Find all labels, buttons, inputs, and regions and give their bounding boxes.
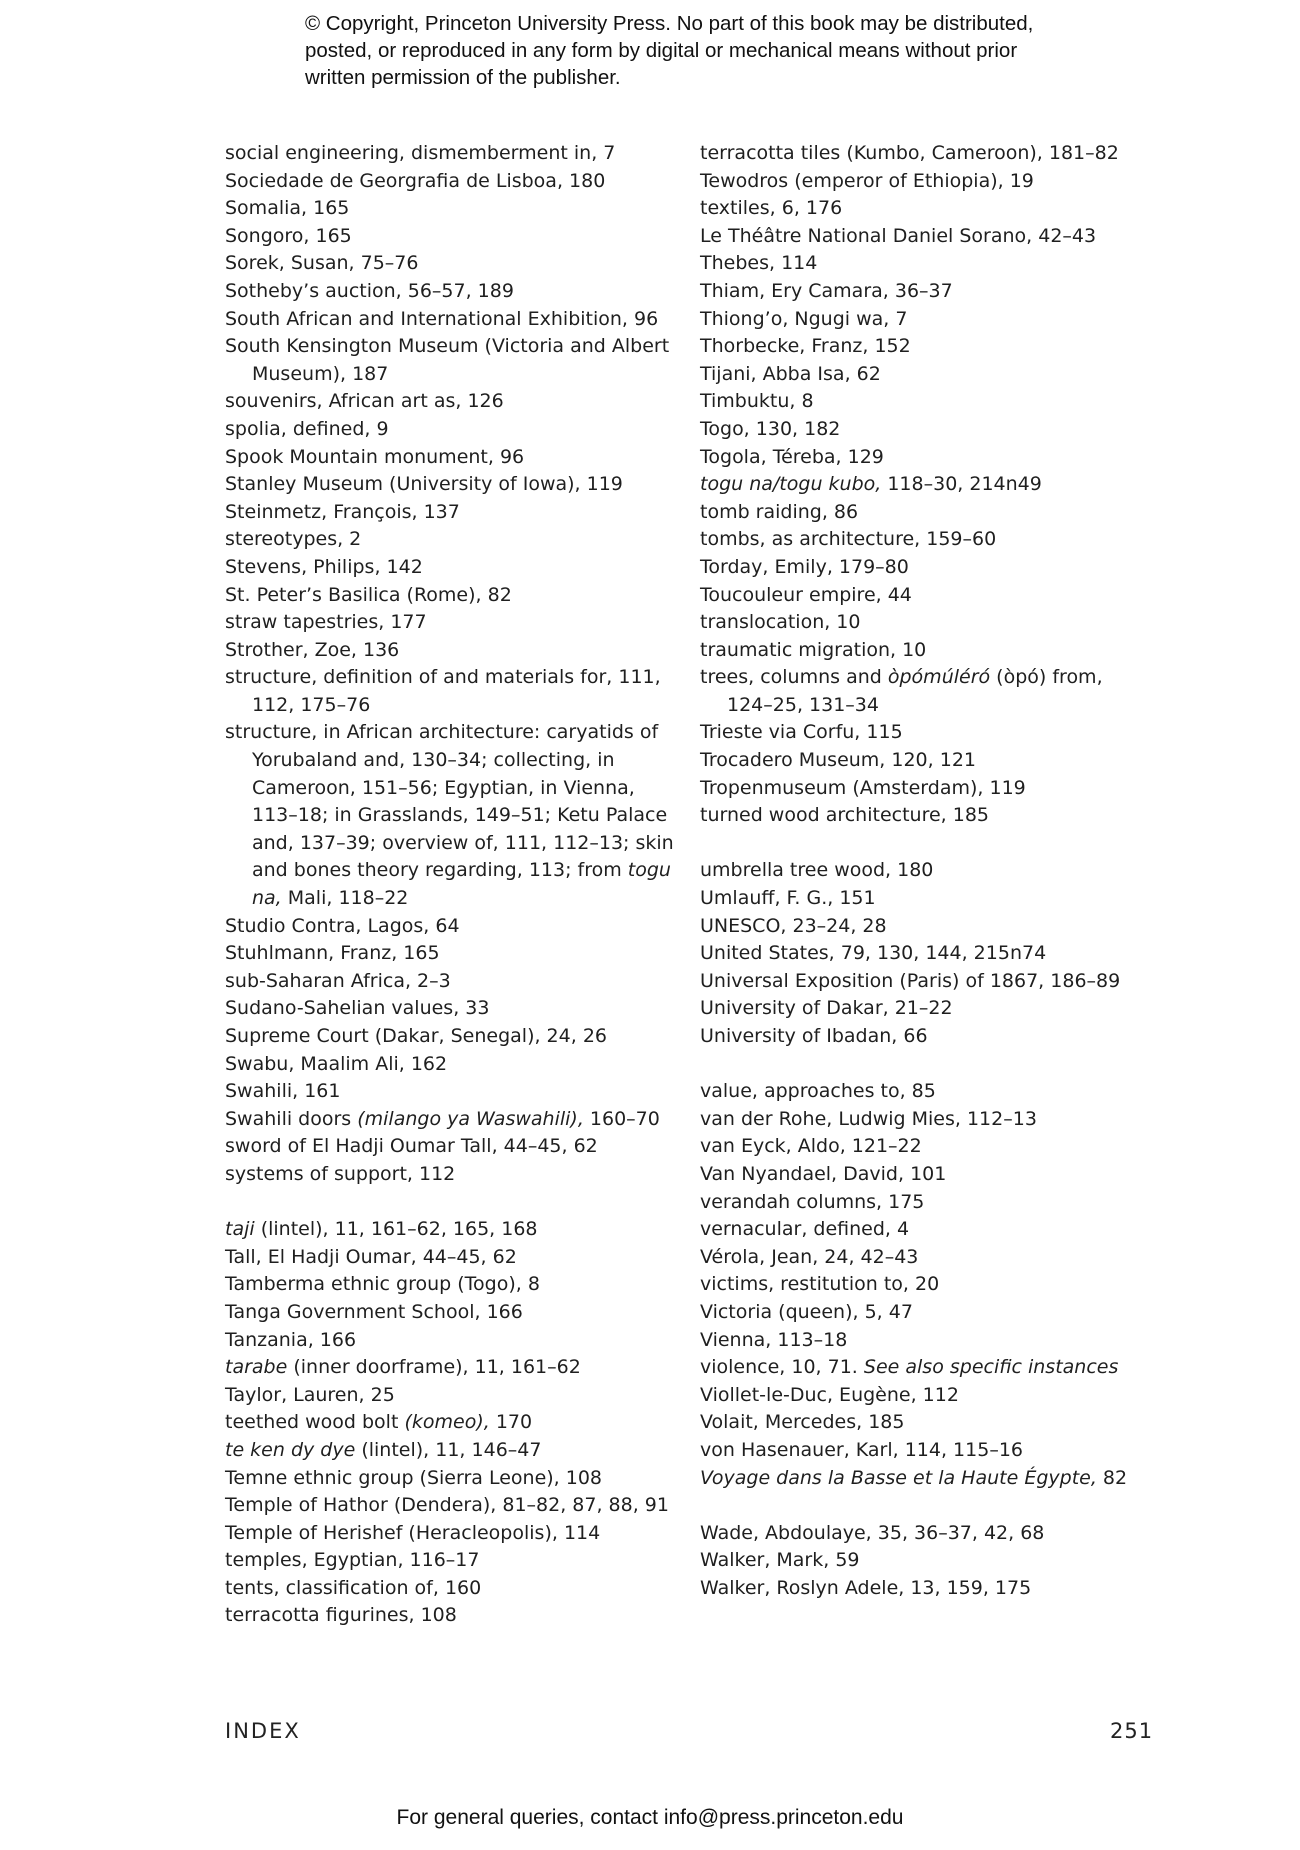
index-entry-text: tombs, as architecture, 159–60 bbox=[700, 528, 997, 551]
index-entry-text: Thiong’o, Ngugi wa, 7 bbox=[700, 307, 908, 330]
index-entry bbox=[225, 1520, 675, 1548]
index-entry bbox=[225, 333, 675, 388]
index-entry bbox=[700, 250, 1140, 278]
index-entry bbox=[700, 1575, 1140, 1603]
index-entry bbox=[700, 747, 1140, 775]
index-entry bbox=[225, 223, 675, 251]
index-entry-text: University of Ibadan, 66 bbox=[700, 1025, 928, 1047]
index-entry bbox=[700, 885, 1140, 913]
index-entry bbox=[225, 1465, 675, 1493]
index-entry bbox=[700, 1382, 1140, 1410]
index-entry bbox=[225, 1244, 675, 1272]
index-letter-group bbox=[700, 140, 1140, 830]
index-entry-italic-text: taji bbox=[225, 1218, 255, 1241]
index-entry-text: trees, columns and bbox=[700, 666, 888, 689]
index-entry bbox=[225, 1327, 675, 1355]
index-entry bbox=[700, 1547, 1140, 1575]
index-entry bbox=[700, 1133, 1140, 1161]
running-footer: INDEX bbox=[225, 1719, 301, 1743]
index-entry-text: Timbuktu, 8 bbox=[700, 390, 814, 413]
index-entry bbox=[700, 223, 1140, 251]
index-entry-italic-text: togu na/togu kubo, bbox=[700, 473, 882, 496]
index-entry-text: textiles, 6, 176 bbox=[700, 197, 843, 220]
index-entry-text: Tanga Government School, 166 bbox=[225, 1300, 523, 1323]
index-entry bbox=[700, 1189, 1140, 1217]
index-entry bbox=[700, 195, 1140, 223]
index-entry-text: Tijani, Abba Isa, 62 bbox=[700, 362, 881, 385]
index-entry bbox=[700, 609, 1140, 637]
index-entry bbox=[225, 664, 675, 719]
index-entry bbox=[700, 1161, 1140, 1189]
index-entry-text: spolia, defined, 9 bbox=[225, 417, 389, 440]
index-entry bbox=[700, 554, 1140, 582]
index-entry-text: (lintel), 11, 161–62, 165, 168 bbox=[254, 1218, 538, 1241]
index-entry bbox=[225, 719, 675, 912]
index-entry bbox=[225, 1354, 675, 1382]
index-entry-text: Sudano-Sahelian values, 33 bbox=[225, 997, 490, 1020]
index-entry bbox=[700, 775, 1140, 803]
index-entry bbox=[700, 278, 1140, 306]
index-column-left bbox=[225, 140, 675, 1630]
index-entry-text: South African and International Exhibition, 96 bbox=[225, 307, 659, 330]
index-entry-text: structure, in African architecture: caryatids of Yorubaland and, 130–34; collecting, in Cameroon, 151–56; Egyptian, in Vienna, 113–18; in Grasslands, 149–51; Ketu Palace and, 137–39; overview of, 111, 112–13; skin and bones theory regarding, 113; from bbox=[225, 721, 674, 882]
index-letter-group bbox=[225, 140, 675, 1189]
index-entry bbox=[700, 913, 1140, 941]
index-entry-text: turned wood architecture, 185 bbox=[700, 804, 989, 827]
index-entry bbox=[225, 637, 675, 665]
index-entry-text: Togola, Téreba, 129 bbox=[700, 445, 884, 468]
index-letter-group bbox=[700, 1520, 1140, 1603]
index-entry-italic-text: See also specific instances bbox=[863, 1356, 1119, 1379]
index-entry-text: Tropenmuseum (Amsterdam), 119 bbox=[700, 776, 1026, 799]
index-entry bbox=[700, 1327, 1140, 1355]
index-entry-italic-text: te ken dy dye bbox=[225, 1438, 356, 1461]
index-entry-text: structure, definition of and materials for, 111, 112, 175–76 bbox=[225, 666, 661, 716]
index-entry-text: teethed wood bolt bbox=[225, 1411, 405, 1434]
index-entry bbox=[225, 1575, 675, 1603]
index-entry bbox=[700, 1023, 1140, 1051]
index-entry-text: Swabu, Maalim Ali, 162 bbox=[225, 1052, 448, 1075]
index-entry bbox=[225, 416, 675, 444]
index-entry-text: 118–30, 214n49 bbox=[881, 473, 1042, 496]
index-entry-text: verandah columns, 175 bbox=[700, 1190, 925, 1213]
index-entry bbox=[700, 444, 1140, 472]
index-entry-text: Van Nyandael, David, 101 bbox=[700, 1162, 947, 1185]
index-entry-text: Umlauff, F. G., 151 bbox=[700, 887, 876, 910]
index-entry bbox=[225, 526, 675, 554]
index-entry-text: Tall, El Hadji Oumar, 44–45, 62 bbox=[225, 1245, 517, 1268]
index-entry-text: Supreme Court (Dakar, Senegal), 24, 26 bbox=[225, 1025, 607, 1047]
index-entry bbox=[225, 1216, 675, 1244]
index-entry bbox=[700, 168, 1140, 196]
index-entry-text: 82 bbox=[1096, 1466, 1128, 1489]
index-entry-text: vernacular, defined, 4 bbox=[700, 1218, 910, 1241]
index-entry bbox=[700, 968, 1140, 996]
index-entry bbox=[225, 1299, 675, 1327]
index-entry bbox=[225, 168, 675, 196]
index-entry bbox=[225, 940, 675, 968]
index-entry-text: terracotta figurines, 108 bbox=[225, 1604, 457, 1627]
index-entry-text: South Kensington Museum (Victoria and Albert Museum), 187 bbox=[225, 335, 670, 385]
index-entry bbox=[225, 1106, 675, 1134]
index-entry bbox=[700, 140, 1140, 168]
index-entry bbox=[700, 471, 1140, 499]
index-entry bbox=[700, 526, 1140, 554]
index-entry bbox=[225, 1409, 675, 1437]
index-entry-italic-text: (milango ya Waswahili), bbox=[357, 1107, 584, 1130]
index-entry-text: stereotypes, 2 bbox=[225, 528, 362, 551]
index-entry-text: University of Dakar, 21–22 bbox=[700, 997, 953, 1020]
index-entry-text: (lintel), 11, 146–47 bbox=[355, 1438, 542, 1461]
index-entry bbox=[700, 388, 1140, 416]
index-entry bbox=[225, 388, 675, 416]
index-entry-text: Walker, Roslyn Adele, 13, 159, 175 bbox=[700, 1576, 1032, 1599]
index-entry bbox=[225, 471, 675, 499]
index-column-right bbox=[700, 140, 1140, 1602]
index-entry-text: 160–70 bbox=[583, 1107, 660, 1130]
index-entry bbox=[225, 250, 675, 278]
index-entry-text: Mali, 118–22 bbox=[281, 887, 409, 910]
index-letter-group bbox=[225, 1216, 675, 1630]
index-entry-text: 170 bbox=[489, 1411, 533, 1434]
index-entry bbox=[700, 995, 1140, 1023]
index-entry bbox=[700, 1244, 1140, 1272]
index-entry-text: Stanley Museum (University of Iowa), 119 bbox=[225, 473, 623, 496]
index-entry-text: Wade, Abdoulaye, 35, 36–37, 42, 68 bbox=[700, 1521, 1045, 1544]
index-entry-text: Tamberma ethnic group (Togo), 8 bbox=[225, 1273, 540, 1296]
index-entry bbox=[225, 140, 675, 168]
index-letter-group bbox=[700, 857, 1140, 1050]
index-entry bbox=[225, 1547, 675, 1575]
index-entry bbox=[700, 416, 1140, 444]
index-entry-text: Vérola, Jean, 24, 42–43 bbox=[700, 1245, 919, 1268]
index-entry bbox=[225, 1437, 675, 1465]
index-entry-text: Steinmetz, François, 137 bbox=[225, 500, 460, 523]
index-entry bbox=[700, 664, 1140, 719]
index-entry-text: Thiam, Ery Camara, 36–37 bbox=[700, 279, 953, 302]
index-entry-text: Sotheby’s auction, 56–57, 189 bbox=[225, 279, 514, 302]
index-entry bbox=[225, 1602, 675, 1630]
index-entry-text: Sorek, Susan, 75–76 bbox=[225, 252, 419, 275]
index-entry bbox=[700, 1299, 1140, 1327]
index-entry bbox=[700, 1271, 1140, 1299]
index-entry bbox=[225, 1271, 675, 1299]
index-entry-text: van der Rohe, Ludwig Mies, 112–13 bbox=[700, 1107, 1037, 1130]
index-entry-text: souvenirs, African art as, 126 bbox=[225, 390, 504, 413]
index-entry bbox=[700, 637, 1140, 665]
index-entry-text: Victoria (queen), 5, 47 bbox=[700, 1300, 913, 1323]
index-entry-text: Torday, Emily, 179–80 bbox=[700, 555, 909, 578]
page-number: 251 bbox=[1110, 1719, 1154, 1743]
index-entry-text: Spook Mountain monument, 96 bbox=[225, 445, 525, 468]
index-entry-text: victims, restitution to, 20 bbox=[700, 1273, 940, 1296]
index-entry bbox=[700, 361, 1140, 389]
index-entry bbox=[225, 444, 675, 472]
index-entry-text: social engineering, dismemberment in, 7 bbox=[225, 142, 616, 164]
index-entry-text: straw tapestries, 177 bbox=[225, 611, 427, 634]
index-entry bbox=[225, 1051, 675, 1079]
index-entry-text: van Eyck, Aldo, 121–22 bbox=[700, 1135, 922, 1158]
index-entry-text: Le Théâtre National Daniel Sorano, 42–43 bbox=[700, 224, 1097, 247]
index-entry-text: Thorbecke, Franz, 152 bbox=[700, 335, 911, 358]
index-entry bbox=[225, 968, 675, 996]
index-entry-text: Togo, 130, 182 bbox=[700, 417, 841, 440]
index-entry-text: Universal Exposition (Paris) of 1867, 186–89 bbox=[700, 969, 1121, 992]
index-entry bbox=[700, 1106, 1140, 1134]
index-entry-text: Swahili, 161 bbox=[225, 1080, 341, 1103]
index-entry-italic-text: tarabe bbox=[225, 1356, 288, 1379]
index-entry-italic-text: òpómúléró bbox=[887, 666, 991, 689]
index-entry bbox=[225, 995, 675, 1023]
index-entry bbox=[700, 857, 1140, 885]
index-entry-text: violence, 10, 71. bbox=[700, 1356, 864, 1379]
index-entry-text: Songoro, 165 bbox=[225, 224, 352, 247]
index-entry-text: Trieste via Corfu, 115 bbox=[700, 721, 903, 744]
index-entry-text: Thebes, 114 bbox=[700, 252, 818, 275]
index-entry bbox=[225, 1492, 675, 1520]
index-entry-text: Tanzania, 166 bbox=[225, 1328, 357, 1351]
index-entry-italic-text: Voyage dans la Basse et la Haute Égypte, bbox=[700, 1466, 1097, 1489]
index-entry bbox=[225, 278, 675, 306]
index-entry-text: St. Peter’s Basilica (Rome), 82 bbox=[225, 583, 512, 606]
index-entry bbox=[700, 1437, 1140, 1465]
index-entry-text: systems of support, 112 bbox=[225, 1162, 456, 1185]
index-entry bbox=[225, 1133, 675, 1161]
index-entry-text: temples, Egyptian, 116–17 bbox=[225, 1549, 480, 1572]
index-entry bbox=[225, 582, 675, 610]
index-entry bbox=[225, 913, 675, 941]
index-entry-text: Viollet-le-Duc, Eugène, 112 bbox=[700, 1383, 959, 1406]
index-entry-text: umbrella tree wood, 180 bbox=[700, 859, 934, 882]
index-entry bbox=[225, 1078, 675, 1106]
index-entry bbox=[225, 554, 675, 582]
index-entry-text: Sociedade de Georgrafia de Lisboa, 180 bbox=[225, 169, 606, 192]
index-entry bbox=[700, 1465, 1140, 1493]
index-entry bbox=[225, 499, 675, 527]
index-entry-text: translocation, 10 bbox=[700, 611, 861, 634]
queries-notice: For general queries, contact info@press.princeton.edu bbox=[396, 1806, 904, 1829]
index-entry-text: Studio Contra, Lagos, 64 bbox=[225, 914, 460, 937]
index-entry bbox=[225, 1382, 675, 1410]
index-entry bbox=[225, 1023, 675, 1051]
index-entry bbox=[700, 802, 1140, 830]
index-entry-text: Vienna, 113–18 bbox=[700, 1328, 848, 1351]
index-letter-group bbox=[700, 1078, 1140, 1492]
index-entry-text: von Hasenauer, Karl, 114, 115–16 bbox=[700, 1438, 1023, 1461]
index-entry bbox=[700, 333, 1140, 361]
index-entry bbox=[700, 1354, 1140, 1382]
index-entry bbox=[700, 719, 1140, 747]
index-entry bbox=[225, 306, 675, 334]
index-entry-text: UNESCO, 23–24, 28 bbox=[700, 914, 887, 937]
index-entry bbox=[700, 940, 1140, 968]
index-entry bbox=[700, 306, 1140, 334]
index-entry bbox=[225, 195, 675, 223]
index-entry-text: Swahili doors bbox=[225, 1107, 358, 1130]
index-entry-text: (inner doorframe), 11, 161–62 bbox=[287, 1356, 581, 1379]
index-entry-text: Stuhlmann, Franz, 165 bbox=[225, 942, 440, 965]
index-entry-text: Walker, Mark, 59 bbox=[700, 1549, 860, 1572]
index-entry-text: (òpó) from, 124–25, 131–34 bbox=[727, 666, 1103, 716]
index-entry-text: traumatic migration, 10 bbox=[700, 638, 927, 661]
index-entry-text: Strother, Zoe, 136 bbox=[225, 638, 400, 661]
index-entry-text: Trocadero Museum, 120, 121 bbox=[700, 749, 976, 772]
index-entry bbox=[700, 1520, 1140, 1548]
index-entry-text: Somalia, 165 bbox=[225, 197, 350, 220]
index-entry bbox=[700, 582, 1140, 610]
index-entry-text: sub-Saharan Africa, 2–3 bbox=[225, 969, 451, 992]
index-entry-text: Taylor, Lauren, 25 bbox=[225, 1383, 395, 1406]
index-entry bbox=[700, 1409, 1140, 1437]
index-entry-italic-text: togu na, bbox=[252, 859, 671, 910]
index-entry-text: Tewodros (emperor of Ethiopia), 19 bbox=[700, 169, 1034, 192]
index-entry-text: sword of El Hadji Oumar Tall, 44–45, 62 bbox=[225, 1135, 598, 1158]
index-entry-text: tents, classification of, 160 bbox=[225, 1576, 482, 1599]
index-entry-text: tomb raiding, 86 bbox=[700, 500, 859, 523]
index-entry bbox=[225, 1161, 675, 1189]
index-entry-text: Stevens, Philips, 142 bbox=[225, 555, 423, 578]
copyright-notice: © Copyright, Princeton University Press. No part of this book may be distributed, posted, or reproduced in any form by digital or mechanical means without prior written permission of the publisher. bbox=[305, 12, 1034, 89]
index-entry-text: Temne ethnic group (Sierra Leone), 108 bbox=[225, 1466, 603, 1489]
index-entry bbox=[700, 1078, 1140, 1106]
index-entry-text: Volait, Mercedes, 185 bbox=[700, 1411, 905, 1434]
index-entry bbox=[700, 499, 1140, 527]
index-entry-text: terracotta tiles (Kumbo, Cameroon), 181–82 bbox=[700, 142, 1119, 164]
index-entry-text: value, approaches to, 85 bbox=[700, 1080, 936, 1103]
index-entry-text: Toucouleur empire, 44 bbox=[700, 583, 912, 606]
index-entry-text: Temple of Hathor (Dendera), 81–82, 87, 88, 91 bbox=[225, 1494, 669, 1517]
index-entry bbox=[700, 1216, 1140, 1244]
index-entry-text: United States, 79, 130, 144, 215n74 bbox=[700, 942, 1047, 965]
index-entry-italic-text: (komeo), bbox=[404, 1411, 490, 1434]
index-entry bbox=[225, 609, 675, 637]
index-entry-text: Temple of Herishef (Heracleopolis), 114 bbox=[225, 1521, 601, 1544]
